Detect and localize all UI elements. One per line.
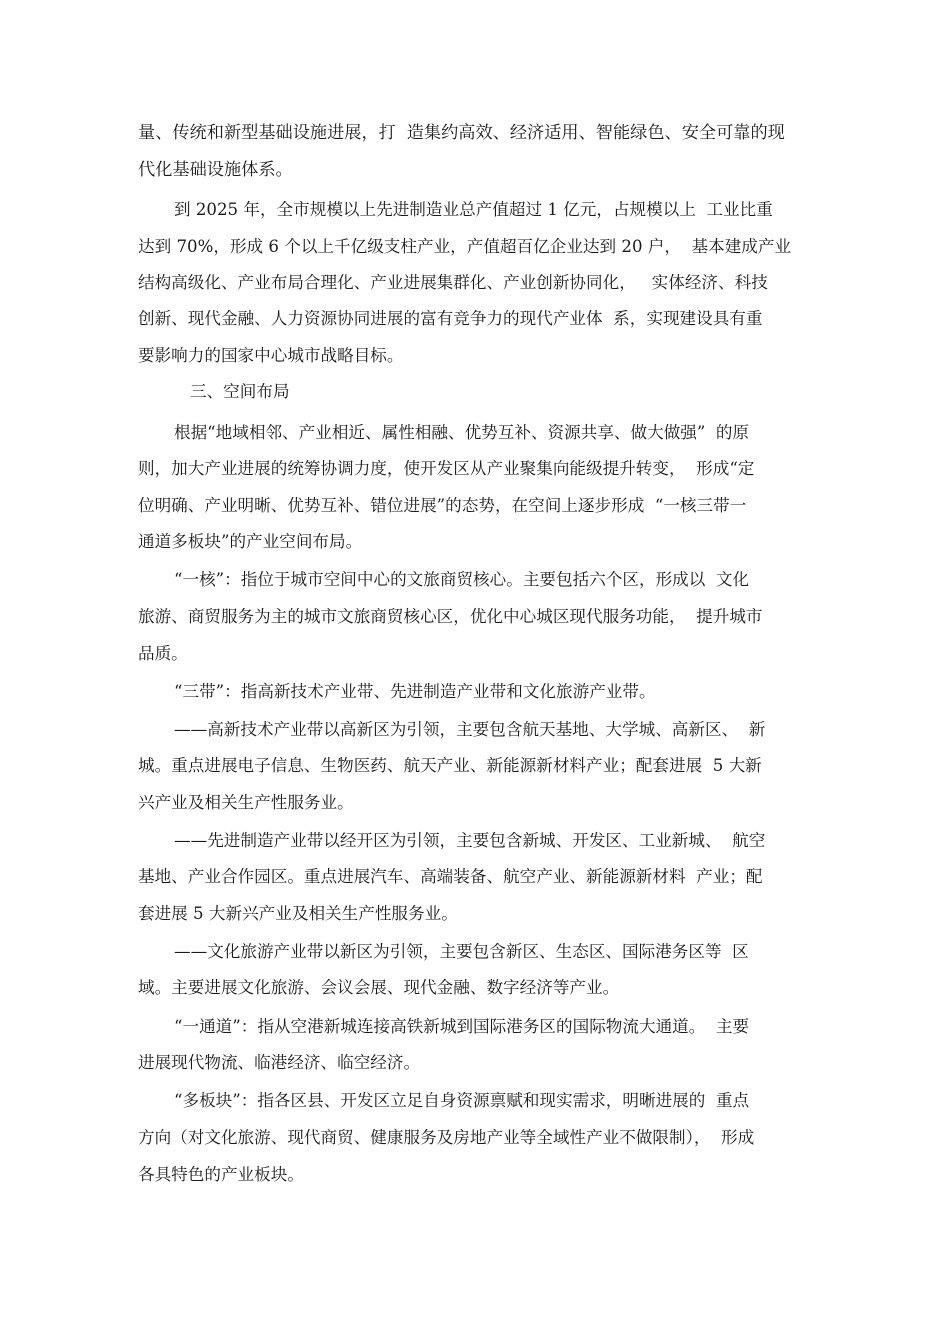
text-line: 根据“地域相邻、产业相近、属性相融、优势互补、资源共享、做大做强” 的原 [174, 423, 750, 442]
text-line: “一核”：指位于城市空间中心的文旅商贸核心。主要包括六个区，形成以 文化 [174, 570, 750, 589]
text-line: “三带”：指高新技术产业带、先进制造产业带和文化旅游产业带。 [174, 682, 656, 701]
text-line: 代化基础设施体系。 [138, 160, 293, 180]
text-line: 则，加大产业进展的统筹协调力度，使开发区从产业聚集向能级提升转变， 形成“定 [138, 459, 755, 478]
text-line: 位明确、产业明晰、优势互补、错位进展”的态势，在空间上逐步形成 “一核三带一 [138, 496, 747, 515]
text-line: 要影响力的国家中心城市战略目标。 [138, 346, 404, 365]
text-line: 域。主要进展文化旅游、会议会展、现代金融、数字经济等产业。 [138, 978, 620, 997]
text-line: 创新、现代金融、人力资源协同进展的富有竞争力的现代产业体 系，实现建设具有重 [138, 309, 763, 328]
text-line: 兴产业及相关生产性服务业。 [138, 793, 354, 812]
text-line: ——先进制造产业带以经开区为引领，主要包含新城、开发区、工业新城、 航空 [174, 831, 766, 850]
text-line: 量、传统和新型基础设施进展，打 造集约高效、经济适用、智能绿色、安全可靠的现 [138, 123, 785, 143]
text-line: ——高新技术产业带以高新区为引领，主要包含航天基地、大学城、高新区、 新 [174, 720, 766, 739]
text-line: “一通道”：指从空港新城连接高铁新城到国际港务区的国际物流大通道。 主要 [174, 1017, 750, 1036]
text-line: 进展现代物流、临港经济、临空经济。 [138, 1053, 421, 1072]
text-line: “多板块”：指各区县、开发区立足自身资源禀赋和现实需求，明晰进展的 重点 [174, 1091, 750, 1110]
text-line: 结构高级化、产业布局合理化、产业进展集群化、产业创新协同化， 实体经济、科技 [138, 273, 768, 292]
text-line: 各具特色的产业板块。 [138, 1165, 304, 1184]
text-line: 基地、产业合作园区。重点进展汽车、高端装备、航空产业、新能源新材料 产业；配 [138, 867, 763, 886]
text-line: 方向（对文化旅游、现代商贸、健康服务及房地产业等全域性产业不做限制）， 形成 [138, 1128, 755, 1147]
text-line: 城。重点进展电子信息、生物医药、航天产业、新能源新材料产业；配套进展 5 大新 [138, 756, 762, 775]
text-line: 旅游、商贸服务为主的城市文旅商贸核心区，优化中心城区现代服务功能， 提升城市 [138, 607, 763, 626]
text-line: 达到 70%，形成 6 个以上千亿级支柱产业，产值超百亿企业达到 20 户， 基本建成产业 [138, 237, 792, 256]
section-heading: 三、空间布局 [190, 382, 290, 401]
text-line: ——文化旅游产业带以新区为引领，主要包含新区、生态区、国际港务区等 区 [174, 942, 749, 961]
text-line: 套进展 5 大新兴产业及相关生产性服务业。 [138, 904, 458, 923]
text-line: 通道多板块”的产业空间布局。 [138, 532, 363, 551]
text-line: 到 2025 年，全市规模以上先进制造业总产值超过 1 亿元，占规模以上 工业比重 [174, 200, 773, 219]
text-line: 品质。 [138, 644, 188, 663]
